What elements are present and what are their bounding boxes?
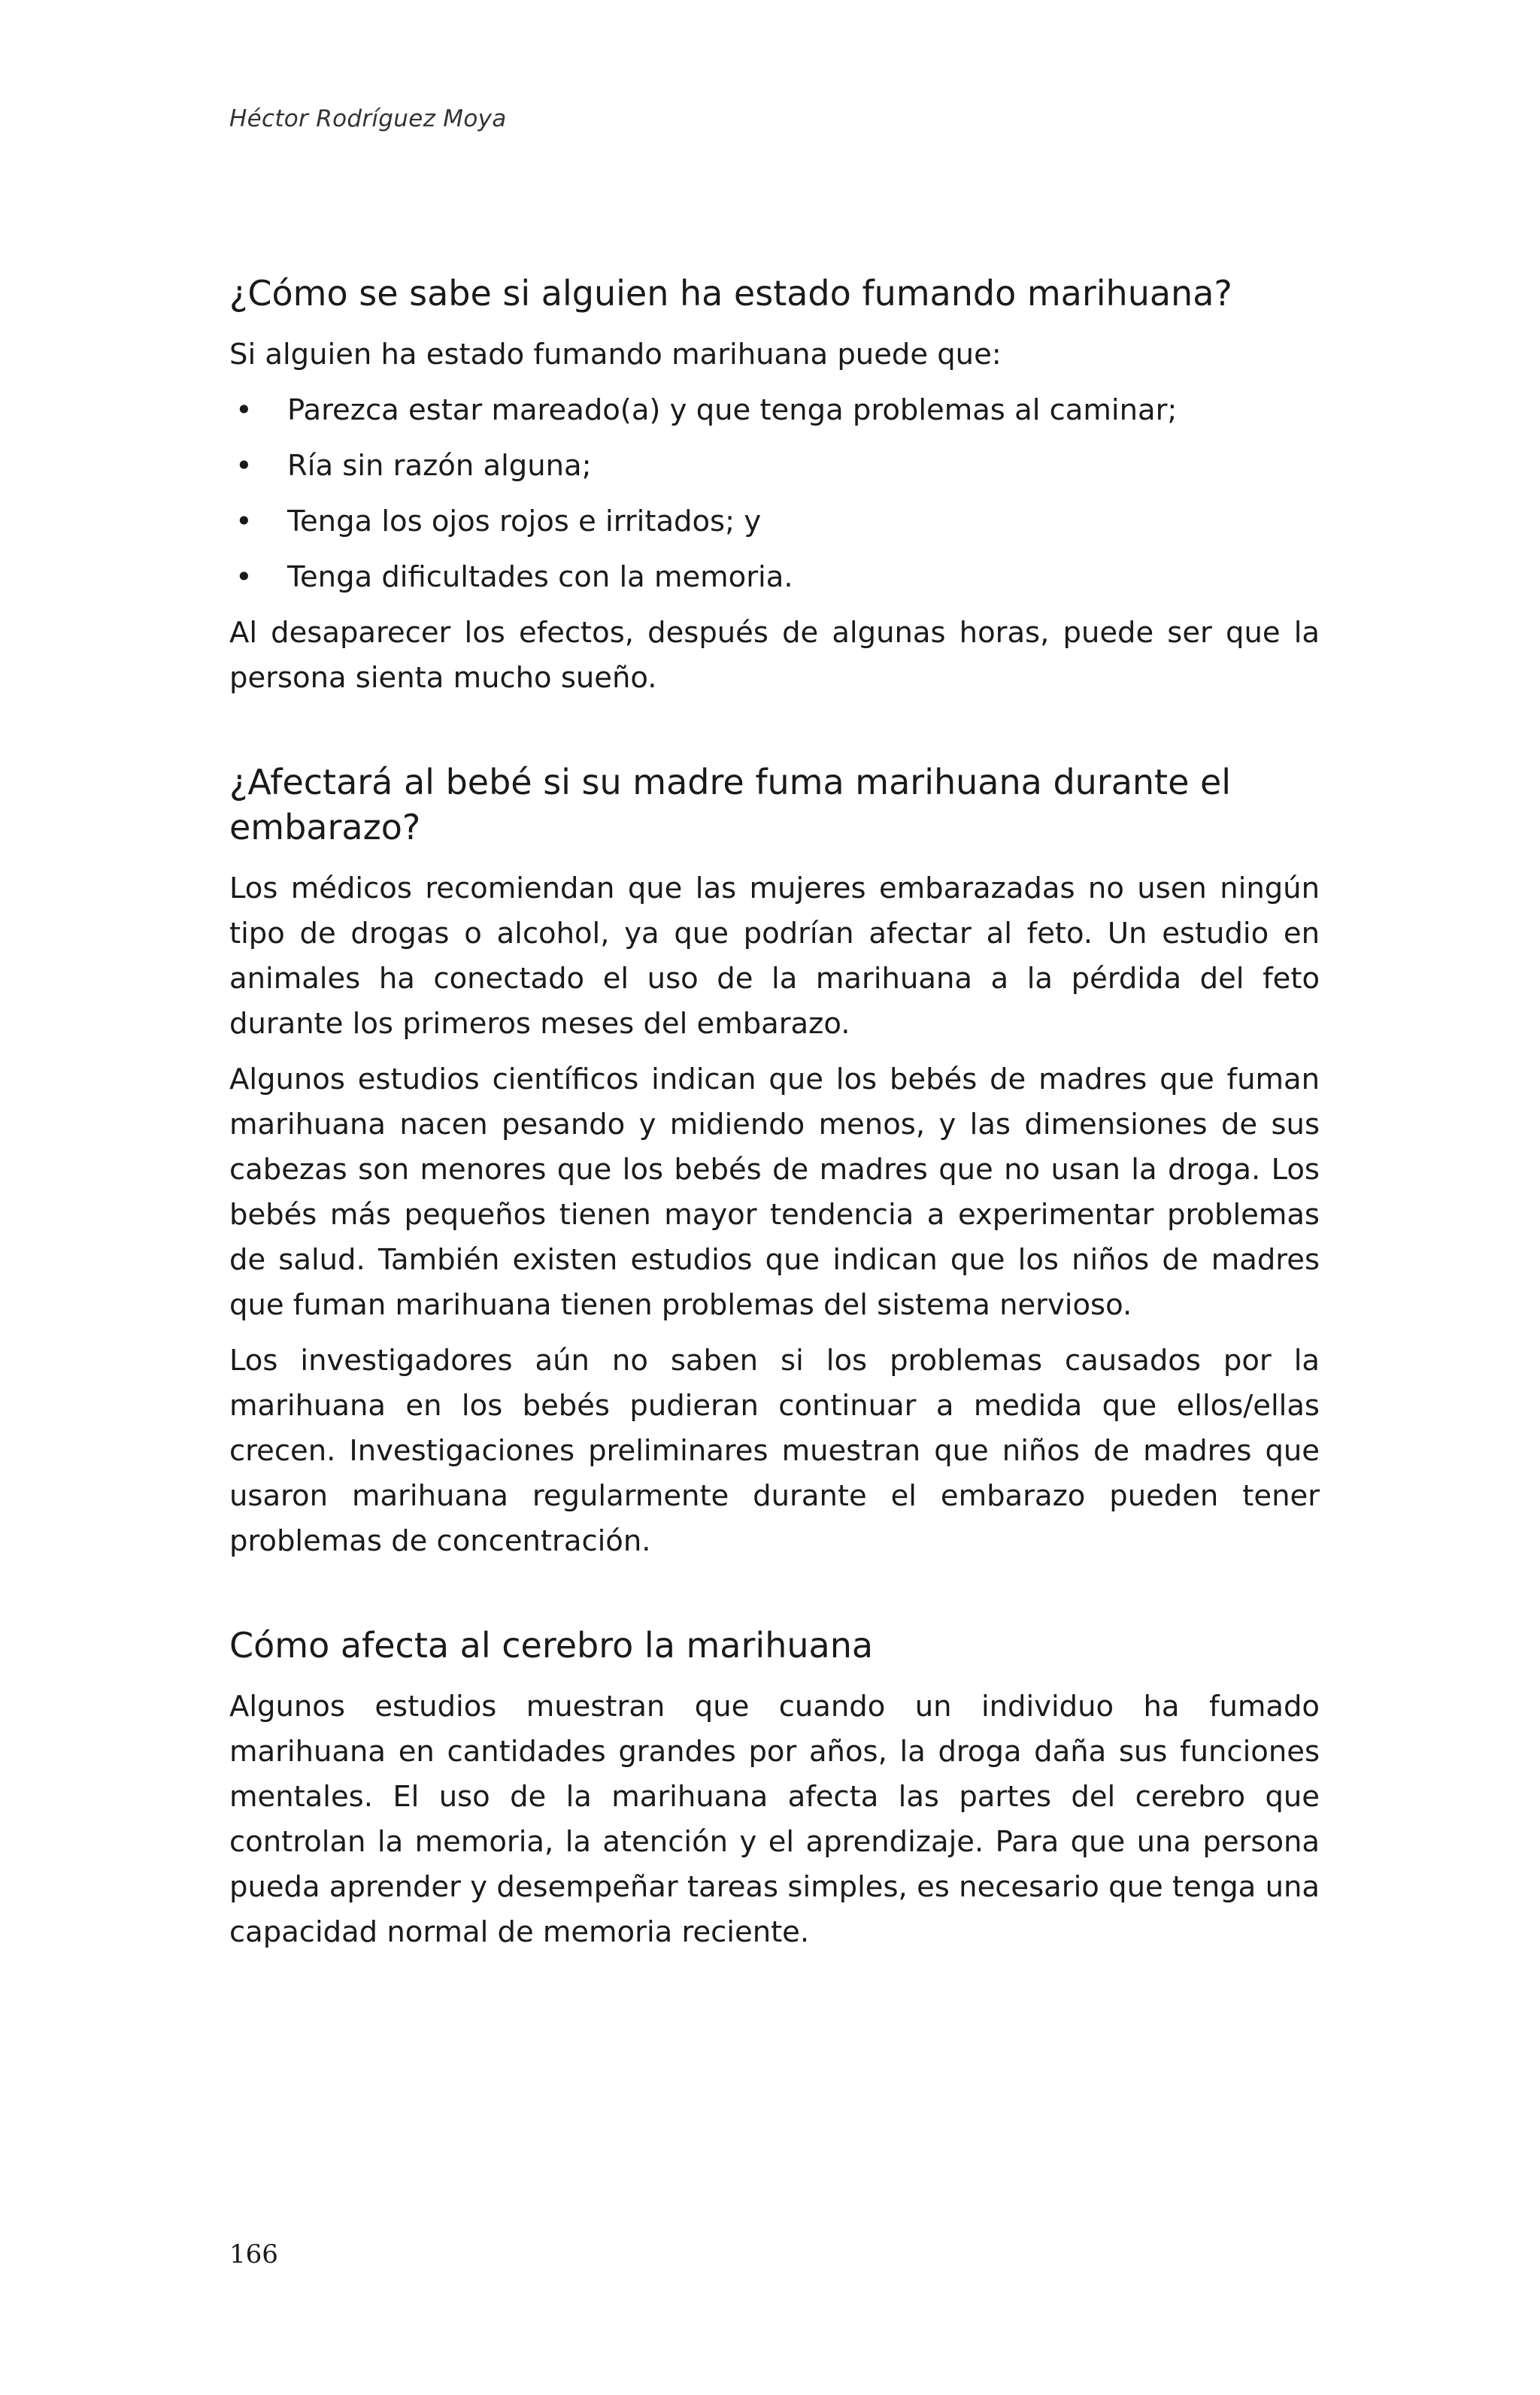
list-item-text: Parezca estar mareado(a) y que tenga problemas al caminar; <box>287 393 1178 427</box>
page-body <box>229 271 1320 1966</box>
section-heading-pregnancy: ¿Afectará al bebé si su madre fuma marihuana durante el embarazo? <box>229 762 1232 847</box>
bullet-icon: • <box>235 505 253 538</box>
paragraph: Al desaparecer los efectos, después de algunas horas, puede ser que la persona sienta mucho sueño. <box>229 616 1320 695</box>
bullet-icon: • <box>235 393 253 427</box>
paragraph: Algunos estudios muestran que cuando un individuo ha fumado marihuana en cantidades grandes por años, la droga daña sus funciones mentales. El uso de la marihuana afecta las partes del cerebro que controlan la memoria, la atención y el aprendizaje. Para que una persona pueda aprender y desempeñar tareas simples, es necesario que tenga una capacidad normal de memoria reciente. <box>229 1690 1320 1949</box>
page-number: 166 <box>229 2239 278 2269</box>
section-heading-detect-use: ¿Cómo se sabe si alguien ha estado fumando marihuana? <box>229 273 1232 314</box>
list-item <box>229 388 1320 433</box>
paragraph-intro: Si alguien ha estado fumando marihuana puede que: <box>229 338 1002 371</box>
bullet-icon: • <box>235 560 253 594</box>
running-header-author: Héctor Rodríguez Moya <box>229 105 507 132</box>
symptom-list <box>229 388 1320 600</box>
paragraph: Los médicos recomiendan que las mujeres embarazadas no usen ningún tipo de drogas o alcohol, ya que podrían afectar al feto. Un estudio en animales ha conectado el uso de la marihuana a la pérdida del feto durante los primeros meses del embarazo. <box>229 872 1320 1041</box>
section-heading-brain: Cómo afecta al cerebro la marihuana <box>229 1625 874 1666</box>
list-item <box>229 555 1320 600</box>
paragraph: Los investigadores aún no saben si los problemas causados por la marihuana en los bebés pudieran continuar a medida que ellos/ellas crecen. Investigaciones preliminares muestran que niños de madres que usaron marihuana regularmente durante el embarazo pueden tener problemas de concentración. <box>229 1344 1320 1558</box>
list-item-text: Ría sin razón alguna; <box>287 449 592 483</box>
list-item-text: Tenga dificultades con la memoria. <box>287 560 793 594</box>
list-item <box>229 499 1320 544</box>
list-item-text: Tenga los ojos rojos e irritados; y <box>287 505 762 538</box>
bullet-icon: • <box>235 449 253 483</box>
list-item <box>229 444 1320 489</box>
paragraph: Algunos estudios científicos indican que los bebés de madres que fuman marihuana nacen pesando y midiendo menos, y las dimensiones de sus cabezas son menores que los bebés de madres que no usan la droga. Los bebés más pequeños tienen mayor tendencia a experimentar problemas de salud. También existen estudios que indican que los niños de madres que fuman marihuana tienen problemas del sistema nervioso. <box>229 1063 1320 1322</box>
